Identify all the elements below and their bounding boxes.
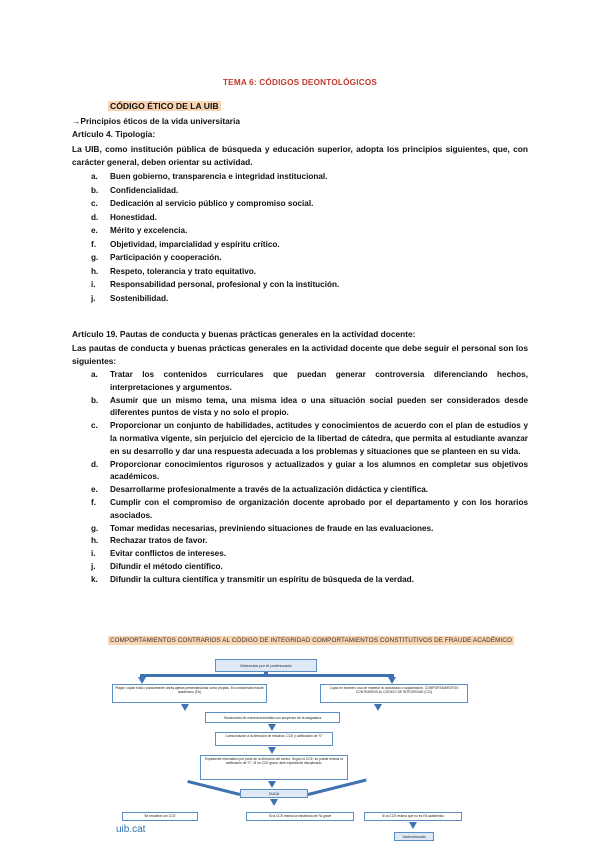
list-text: Buen gobierno, transparencia e integridad institucional. <box>110 172 328 181</box>
list-marker: f. <box>91 239 97 249</box>
flow-connector <box>308 779 367 796</box>
list-item <box>72 369 528 395</box>
list-item <box>72 497 528 523</box>
flow-top-box: Detección por el profesorado <box>215 659 317 672</box>
list-marker: b. <box>91 395 99 405</box>
list-text: Evitar conflictos de intereses. <box>110 549 227 559</box>
list-item <box>72 561 528 574</box>
guidelines-list <box>72 369 528 587</box>
list-item <box>72 266 528 280</box>
list-marker: c. <box>91 421 98 431</box>
list-text: Tomar medidas necesarias, previniendo situaciones de fraude en las evaluaciones. <box>110 523 434 533</box>
arrow-icon <box>268 781 276 788</box>
flow-final-box: Vicerrectorado <box>394 832 434 841</box>
list-marker: d. <box>91 459 99 469</box>
list-item <box>72 548 528 561</box>
article4-heading: Artículo 4. Tipología: <box>72 129 156 139</box>
list-marker: i. <box>91 280 96 289</box>
flow-left-box: Plagio: copiar total o parcialmente obras ajenas presentándolas como propias. Es considerado fraude académico (FA) <box>112 684 267 703</box>
list-text: Tratar los contenidos curriculares que puedan generar controversia diferenciando hechos, interpretaciones y argumentos. <box>110 370 528 392</box>
list-text: Mérito y excelencia. <box>110 226 188 235</box>
flow-connector-h <box>140 674 393 677</box>
page-title: TEMA 6: CÓDIGOS DEONTOLÓGICOS <box>222 78 378 87</box>
flow-bottom-mid: Si la CCE estima la existencia de FA grave <box>246 812 354 821</box>
list-text: Difundir la cultura científica y transmitir un espíritu de búsqueda de la verdad. <box>110 574 414 584</box>
list-marker: a. <box>91 370 98 379</box>
list-item <box>72 279 528 293</box>
arrow-icon <box>268 747 276 754</box>
list-text: Sostenibilidad. <box>110 293 169 303</box>
list-item <box>72 420 528 458</box>
list-marker: e. <box>91 485 98 495</box>
list-marker: j. <box>91 293 96 303</box>
list-item <box>72 171 528 185</box>
list-item <box>72 395 528 421</box>
list-marker: b. <box>91 185 99 195</box>
list-text: Cumplir con el compromiso de organización docente aprobado por el departamento y con los horarios asociados. <box>110 497 528 520</box>
list-marker: c. <box>91 199 98 208</box>
list-marker: e. <box>91 226 98 235</box>
list-text: Honestidad. <box>110 212 157 222</box>
arrow-icon <box>138 677 146 684</box>
arrow-icon <box>181 704 189 711</box>
list-item <box>72 459 528 485</box>
list-item <box>72 212 528 226</box>
principles-list <box>72 171 528 306</box>
list-marker: k. <box>91 574 98 584</box>
list-item <box>72 225 528 239</box>
list-item <box>72 535 528 548</box>
list-text: Objetividad, imparcialidad y espíritu crítico. <box>110 239 280 249</box>
list-marker: i. <box>91 549 96 559</box>
list-marker: f. <box>91 497 97 507</box>
list-marker: d. <box>91 212 99 222</box>
figure-caption: COMPORTAMIENTOS CONTRARIOS AL CÓDIGO DE INTEGRIDAD COMPORTAMIENTOS CONSTITUTIVOS DE FRAUDE ACADÉMICO <box>110 637 512 644</box>
list-marker: g. <box>91 523 99 533</box>
flow-bottom-right: Si la CCE estima que no es FA académico <box>364 812 462 821</box>
article19-intro: Las pautas de conducta y buenas prácticas generales en la actividad docente que debe seguir el personal son los siguientes: <box>72 343 528 366</box>
arrow-icon <box>268 724 276 731</box>
list-item <box>72 252 528 266</box>
list-marker: j. <box>91 561 96 571</box>
list-item <box>72 484 528 497</box>
list-item <box>72 574 528 587</box>
flow-mid-box: Sancionado de manera inmediata con suspenso de la asignatura <box>205 712 340 723</box>
list-text: Difundir el método científico. <box>110 561 223 571</box>
list-text: Responsabilidad personal, profesional y con la institución. <box>110 280 340 289</box>
list-text: Respeto, tolerancia y trato equitativo. <box>110 266 257 276</box>
uib-logo: uib.cat <box>116 824 146 835</box>
flow-box-3: Expediente informativo por parte de la dirección del centro. Según la CCE: se puede reiterar la calificación de "0". Si es CCE grave: abrir expediente disciplinario. <box>200 755 348 780</box>
arrow-icon <box>409 822 417 829</box>
article4-intro: La UIB, como institución pública de búsqueda y educación superior, adopta los principios siguientes, que, con carácter general, deben orientar su actividad. <box>72 144 528 167</box>
list-marker: h. <box>91 266 99 276</box>
arrow-icon <box>388 677 396 684</box>
flow-box-2: Comunicación a la dirección de estudios. CCE y calificación de "0" <box>215 732 333 746</box>
arrow-icon <box>374 704 382 711</box>
list-item <box>72 523 528 536</box>
list-marker: a. <box>91 172 98 181</box>
list-item <box>72 198 528 212</box>
list-item <box>72 185 528 199</box>
flow-decision-box: DUDA <box>240 789 308 798</box>
list-text: Asumir que un mismo tema, una misma idea o una situación social pueden ser considerados desde diferentes puntos de vista y no solo el propio. <box>110 395 528 418</box>
list-text: Desarrollarme profesionalmente a través de la actualización didáctica y científica. <box>110 485 429 495</box>
list-text: Proporcionar conocimientos rigurosos y actualizados y guiar a los alumnos en completar sus objetivos académicos. <box>110 459 528 482</box>
list-marker: h. <box>91 536 99 546</box>
flow-right-box: Copia en examen: uso de material no autorizado o suplantación. COMPORTAMIENTOS CONTRARIOS AL CÓDIGO DE INTEGRIDAD (CCI) <box>320 684 468 703</box>
flow-bottom-left: Se resuelve con CCE <box>122 812 198 821</box>
principles-heading: →Principios éticos de la vida universitaria <box>72 116 241 126</box>
list-text: Participación y cooperación. <box>110 253 222 262</box>
list-text: Confidencialidad. <box>110 185 179 195</box>
section-heading: CÓDIGO ÉTICO DE LA UIB <box>110 101 219 111</box>
flow-connector <box>187 780 240 796</box>
list-item <box>72 239 528 253</box>
article19-heading: Artículo 19. Pautas de conducta y buenas prácticas generales en la actividad docente: <box>72 329 416 339</box>
arrow-icon <box>270 799 278 806</box>
list-marker: g. <box>91 253 99 262</box>
list-item <box>72 293 528 307</box>
list-text: Proporcionar un conjunto de habilidades, actitudes y conocimientos de acuerdo con el plan de estudios y la normativa vigente, sin perjuicio del ejercicio de la libertad de cátedra, que permita al estudiante avanzar en su desarrollo y dar una respuesta adecuada a los problemas y situaciones que se planteen en su vida. <box>110 421 528 456</box>
flowchart <box>100 650 470 848</box>
list-text: Rechazar tratos de favor. <box>110 536 208 546</box>
list-text: Dedicación al servicio público y compromiso social. <box>110 199 314 208</box>
